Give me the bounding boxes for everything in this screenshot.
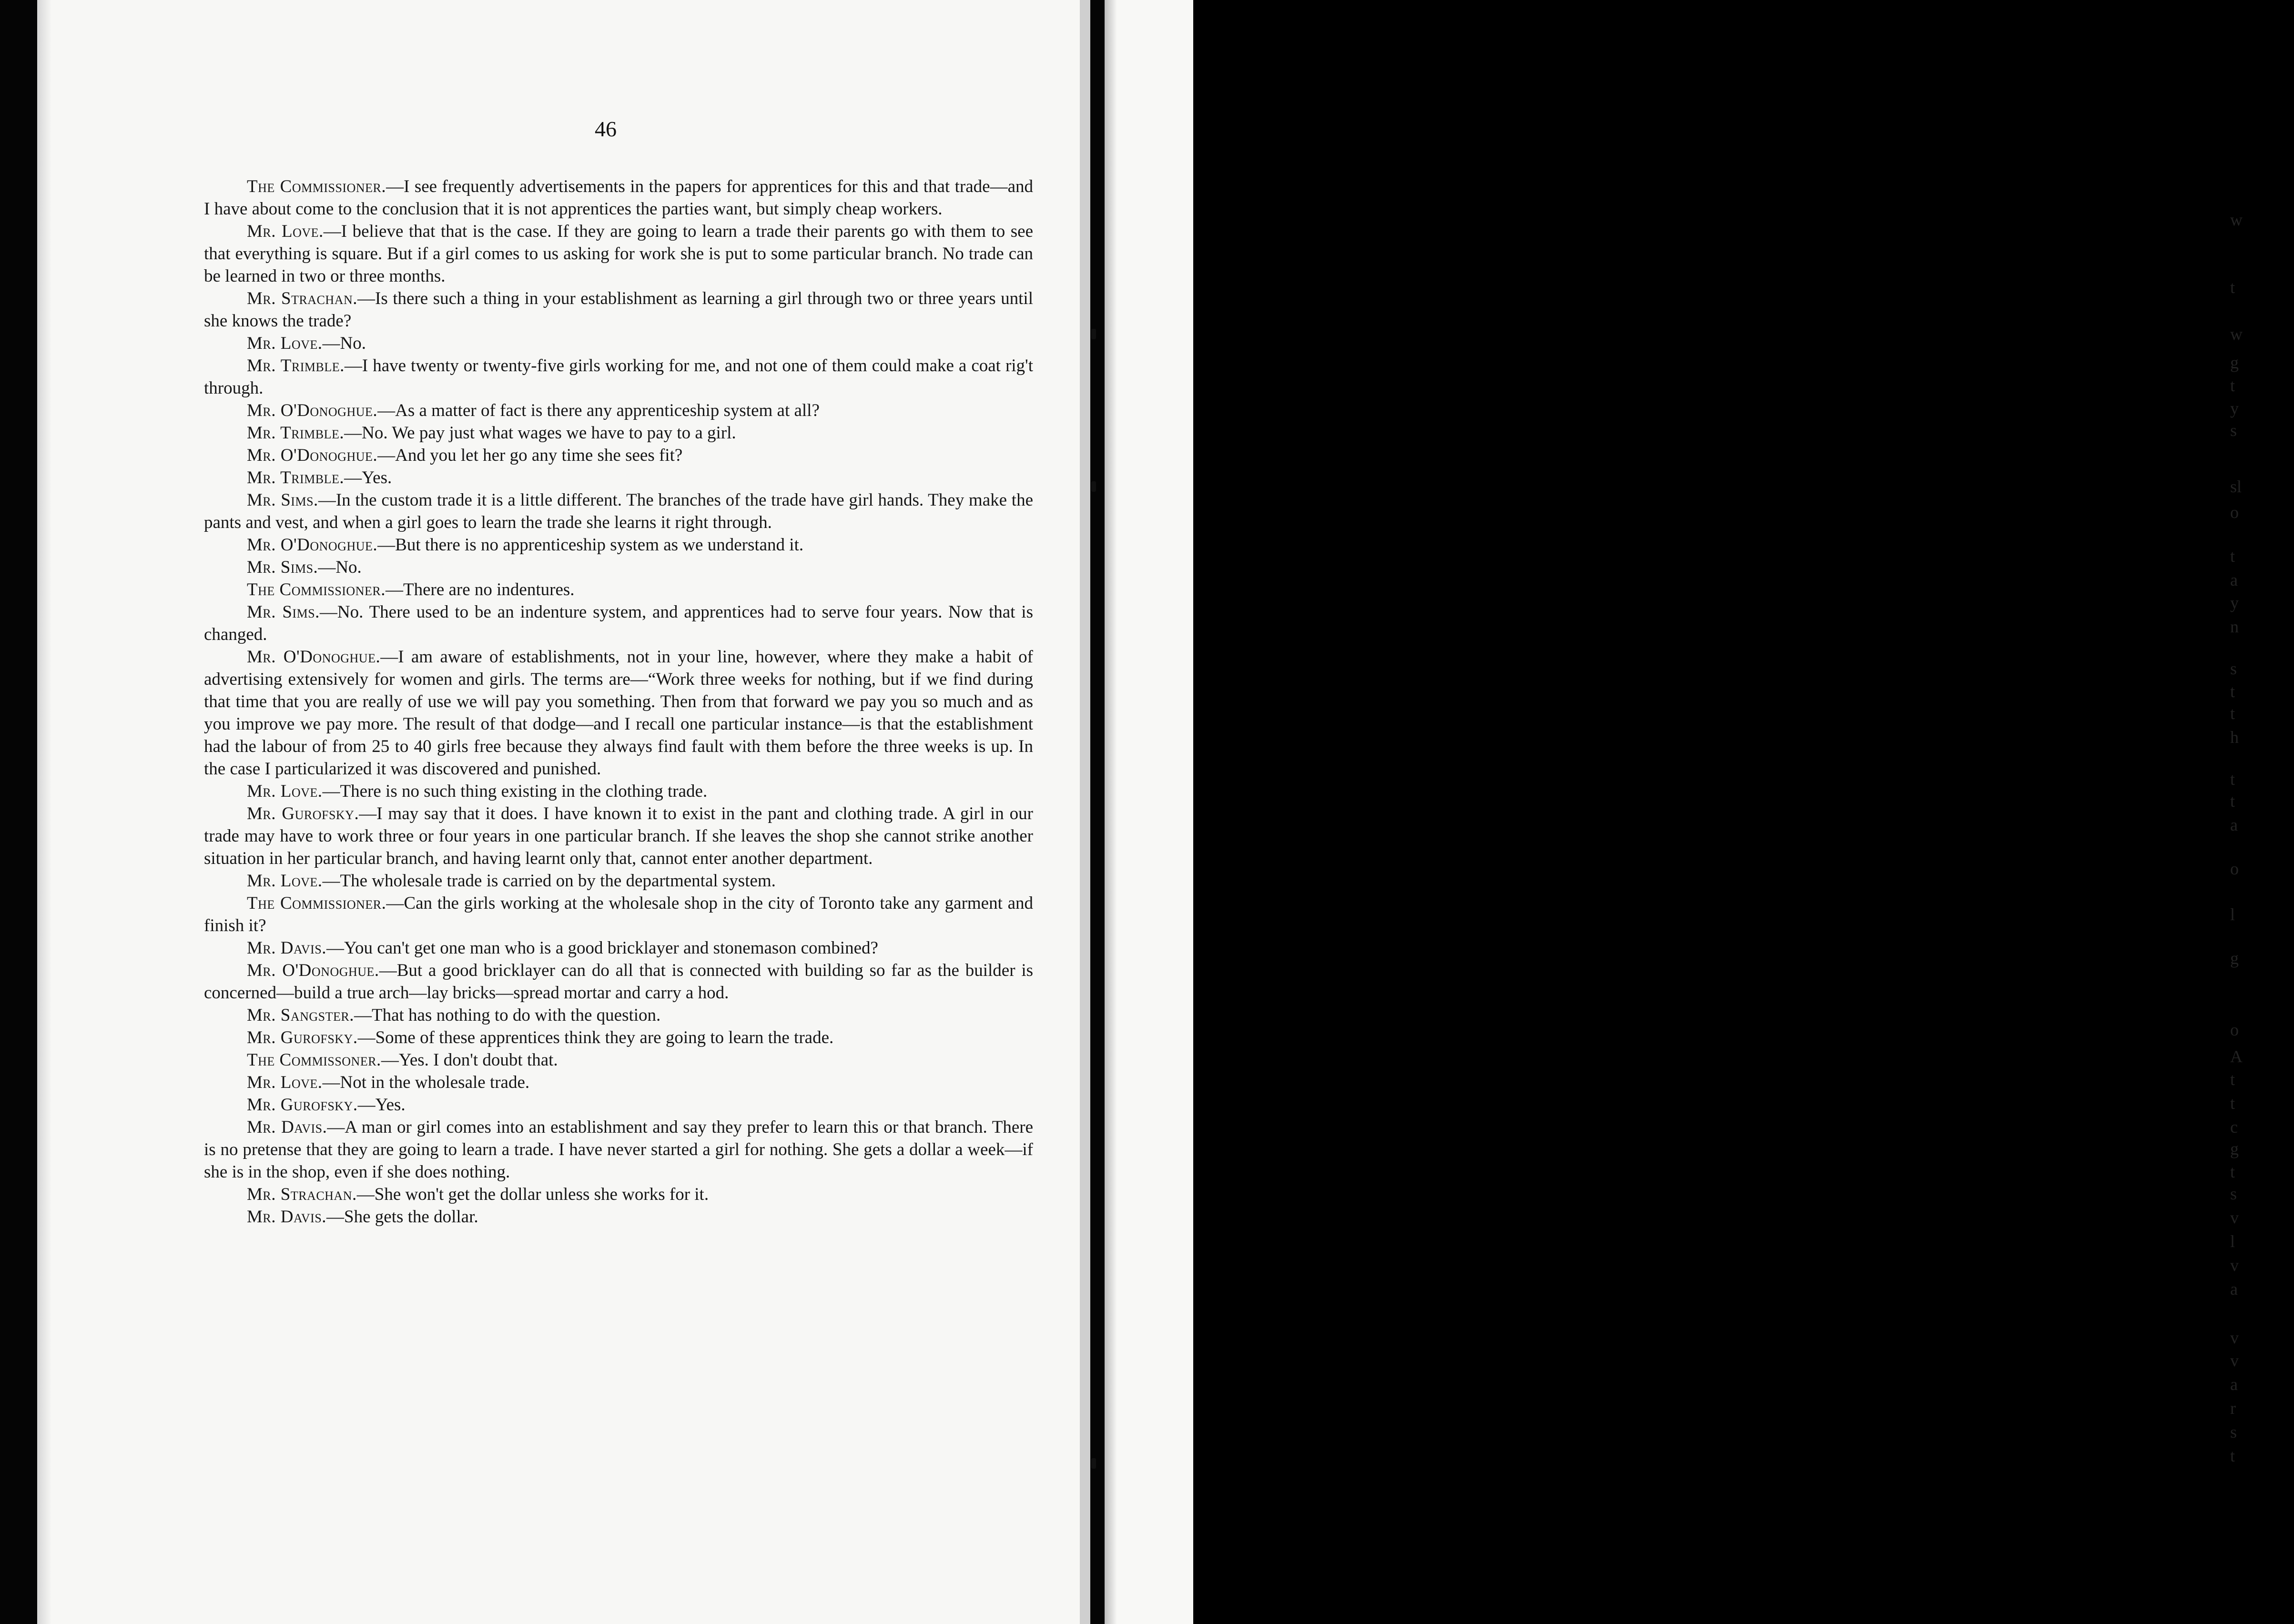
testimony-paragraph xyxy=(204,534,1033,556)
speaker-name: Mr. O'Donoghue. xyxy=(247,647,381,667)
speaker-statement: —Is there such a thing in your establishment as learning a girl through two or three years until she knows the trade? xyxy=(204,289,1033,331)
speaker-name: The Commissioner. xyxy=(247,177,386,196)
testimony-paragraph xyxy=(204,1183,1033,1206)
adjacent-page-letter: w xyxy=(2230,210,2243,229)
speaker-statement: —But a good bricklayer can do all that is connected with building so far as the builder is concerned—build a true arch—lay bricks—spread mortar and carry a hod. xyxy=(204,961,1033,1003)
testimony-paragraph xyxy=(204,579,1033,601)
speaker-name: Mr. Sims. xyxy=(247,558,318,577)
adjacent-page-letter: t xyxy=(2230,376,2235,395)
testimony-paragraph xyxy=(204,287,1033,332)
binding-mark xyxy=(1091,481,1096,492)
speaker-statement: —I have twenty or twenty-five girls working for me, and not one of them could make a coat rig't through. xyxy=(204,356,1033,398)
speaker-statement: —Can the girls working at the wholesale shop in the city of Toronto take any garment and finish it? xyxy=(204,893,1033,935)
speaker-statement: —In the custom trade it is a little different. The branches of the trade have girl hands. They make the pants and vest, and when a girl goes to learn the trade she learns it right through. xyxy=(204,490,1034,532)
speaker-name: Mr. O'Donoghue. xyxy=(247,961,379,980)
testimony-paragraph xyxy=(204,1206,1033,1228)
adjacent-page-letter: a xyxy=(2230,815,2238,834)
adjacent-page-letter: y xyxy=(2230,399,2239,418)
adjacent-page-letter: o xyxy=(2230,503,2239,522)
adjacent-page-letter: v xyxy=(2230,1208,2239,1227)
adjacent-page-letter: t xyxy=(2230,547,2235,566)
speaker-name: Mr. Davis. xyxy=(247,1117,327,1137)
adjacent-page-letter: g xyxy=(2230,949,2239,968)
speaker-name: The Commissioner. xyxy=(247,580,386,599)
adjacent-page-letter: l xyxy=(2230,905,2235,924)
adjacent-page-letter: g xyxy=(2230,353,2239,372)
testimony-paragraph xyxy=(204,332,1033,355)
testimony-paragraph xyxy=(204,802,1033,870)
testimony-paragraph xyxy=(204,467,1033,489)
adjacent-page-letter: t xyxy=(2230,1162,2235,1181)
adjacent-page-letter: s xyxy=(2230,1422,2237,1441)
speaker-name: Mr. Gurofsky. xyxy=(247,1028,358,1047)
speaker-statement: —No. xyxy=(322,334,366,353)
adjacent-page-letter: o xyxy=(2230,859,2239,878)
speaker-name: Mr. Davis. xyxy=(247,1207,327,1227)
adjacent-page-letter: h xyxy=(2230,728,2239,747)
speaker-name: Mr. Love. xyxy=(247,782,323,801)
speaker-statement: —I may say that it does. I have known it to exist in the pant and clothing trade. A girl in our trade may have to work three or four years in one particular branch. If she leaves the shop she cannot strike another situation in her particular branch, and having learnt only that, cannot enter another department. xyxy=(204,804,1034,868)
speaker-statement: —Some of these apprentices think they are going to learn the trade. xyxy=(357,1028,834,1047)
speaker-name: Mr. Sims. xyxy=(247,602,320,622)
speaker-statement: —And you let her go any time she sees fit? xyxy=(377,446,683,465)
adjacent-page-letter: s xyxy=(2230,659,2237,678)
adjacent-page-letter: a xyxy=(2230,570,2238,589)
testimony-paragraph xyxy=(204,1026,1033,1049)
speaker-statement: —No. We pay just what wages we have to pay to a girl. xyxy=(344,423,736,443)
speaker-statement: —You can't get one man who is a good bricklayer and stonemason combined? xyxy=(326,938,878,958)
speaker-statement: —The wholesale trade is carried on by the departmental system. xyxy=(322,871,776,891)
testimony-paragraph xyxy=(204,556,1033,579)
speaker-name: Mr. O'Donoghue. xyxy=(247,446,378,465)
speaker-name: Mr. Love. xyxy=(247,222,324,241)
adjacent-page-letter: t xyxy=(2230,792,2235,811)
speaker-statement: —I believe that that is the case. If they are going to learn a trade their parents go with them to see that everything is square. But if a girl comes to us asking for work she is put to some particular branch. No trade can be learned in two or three months. xyxy=(204,222,1033,286)
speaker-statement: —But there is no apprenticeship system as we understand it. xyxy=(377,535,804,555)
speaker-statement: —There is no such thing existing in the clothing trade. xyxy=(322,782,708,801)
speaker-name: The Commissioner. xyxy=(247,893,386,913)
testimony-paragraph xyxy=(204,1049,1033,1071)
testimony-paragraph xyxy=(204,646,1033,780)
testimony-paragraph xyxy=(204,220,1033,287)
page-number: 46 xyxy=(595,117,617,141)
testimony-paragraph xyxy=(204,444,1033,467)
testimony-paragraph xyxy=(204,1071,1033,1094)
speaker-statement: —Not in the wholesale trade. xyxy=(322,1073,530,1092)
speaker-name: Mr. Trimble. xyxy=(247,468,345,487)
adjacent-page-letter: v xyxy=(2230,1351,2239,1370)
speaker-name: Mr. Love. xyxy=(247,334,323,353)
testimony-paragraph xyxy=(204,422,1033,444)
speaker-statement: —No. xyxy=(318,558,362,577)
testimony-paragraph xyxy=(204,1094,1033,1116)
speaker-statement: —Yes. I don't doubt that. xyxy=(381,1050,558,1070)
testimony-text xyxy=(204,175,1033,1228)
speaker-name: Mr. Gurofsky. xyxy=(247,804,359,823)
speaker-name: The Commissoner. xyxy=(247,1050,381,1070)
speaker-statement: —A man or girl comes into an establishment and say they prefer to learn this or that branch. There is no pretense that they are going to learn a trade. I have never started a girl for nothing. She gets a dollar a week—if she is in the shop, even if she does nothing. xyxy=(204,1117,1034,1182)
testimony-paragraph xyxy=(204,1004,1033,1026)
adjacent-page-letter: c xyxy=(2230,1117,2238,1137)
adjacent-page-letter: A xyxy=(2230,1047,2243,1066)
speaker-statement: —I am aware of establishments, not in your line, however, where they make a habit of advertising extensively for women and girls. The terms are—“Work three weeks for nothing, but if we find during that time that you are really of use we will pay you something. Then from that forward we pay you so much and as you improve we pay more. The result of that dodge—and I recall one particular instance—is that the establishment had the labour of from 25 to 40 girls free because they always find fault with them before the three weeks is up. In the case I particularized it was discovered and punished. xyxy=(204,647,1033,779)
speaker-name: Mr. Sangster. xyxy=(247,1005,354,1025)
adjacent-page-letter: t xyxy=(2230,704,2235,723)
adjacent-page-fragments xyxy=(2227,0,2294,1624)
testimony-paragraph xyxy=(204,892,1033,937)
speaker-name: Mr. Love. xyxy=(247,1073,323,1092)
adjacent-page-letter: t xyxy=(2230,1070,2235,1089)
testimony-paragraph xyxy=(204,489,1033,534)
binding-mark xyxy=(1091,329,1096,339)
speaker-statement: —No. There used to be an indenture system, and apprentices had to serve four years. Now that is changed. xyxy=(204,602,1033,644)
testimony-paragraph xyxy=(204,175,1033,220)
speaker-name: Mr. Sims. xyxy=(247,490,318,510)
testimony-paragraph xyxy=(204,399,1033,422)
adjacent-page-edge xyxy=(1105,0,2243,1624)
speaker-name: Mr. Trimble. xyxy=(247,423,345,443)
adjacent-page-letter: a xyxy=(2230,1375,2238,1394)
speaker-name: Mr. Love. xyxy=(247,871,323,891)
adjacent-page-letter: v xyxy=(2230,1256,2239,1275)
testimony-paragraph xyxy=(204,1116,1033,1183)
adjacent-page-letter: t xyxy=(2230,682,2235,701)
testimony-paragraph xyxy=(204,355,1033,399)
speaker-name: Mr. Gurofsky. xyxy=(247,1095,358,1115)
speaker-statement: —There are no indentures. xyxy=(385,580,575,599)
testimony-paragraph xyxy=(204,780,1033,802)
binding-mark xyxy=(1091,1458,1096,1469)
adjacent-page-letter: sl xyxy=(2230,477,2242,496)
adjacent-page-letter: t xyxy=(2230,278,2235,297)
adjacent-page-letter: y xyxy=(2230,593,2239,612)
adjacent-page-letter: s xyxy=(2230,421,2237,440)
speaker-statement: —She gets the dollar. xyxy=(326,1207,478,1227)
left-page xyxy=(37,0,1090,1624)
speaker-statement: —She won't get the dollar unless she works for it. xyxy=(356,1185,709,1204)
speaker-name: Mr. Strachan. xyxy=(247,1185,357,1204)
speaker-name: Mr. O'Donoghue. xyxy=(247,535,378,555)
speaker-name: Mr. Strachan. xyxy=(247,289,358,308)
speaker-name: Mr. Trimble. xyxy=(247,356,345,376)
adjacent-page-letter: t xyxy=(2230,1446,2235,1465)
testimony-paragraph xyxy=(204,870,1033,892)
speaker-name: Mr. Davis. xyxy=(247,938,327,958)
adjacent-page-letter: t xyxy=(2230,1094,2235,1113)
speaker-statement: —I see frequently advertisements in the papers for apprentices for this and that trade—and I have about come to the conclusion that it is not apprentices the parties want, but simply cheap workers. xyxy=(204,177,1033,219)
adjacent-page-letter: w xyxy=(2230,325,2243,344)
adjacent-page-letter: n xyxy=(2230,617,2239,636)
speaker-statement: —Yes. xyxy=(357,1095,406,1115)
adjacent-page-letter: t xyxy=(2230,770,2235,789)
speaker-statement: —Yes. xyxy=(344,468,392,487)
adjacent-page-letter: r xyxy=(2230,1399,2236,1418)
adjacent-page-letter: v xyxy=(2230,1328,2239,1347)
testimony-paragraph xyxy=(204,937,1033,959)
adjacent-page-letter: a xyxy=(2230,1279,2238,1299)
testimony-paragraph xyxy=(204,601,1033,646)
speaker-statement: —That has nothing to do with the question. xyxy=(354,1005,661,1025)
testimony-paragraph xyxy=(204,959,1033,1004)
adjacent-page-letter: s xyxy=(2230,1184,2237,1203)
adjacent-page-letter: g xyxy=(2230,1139,2239,1158)
speaker-name: Mr. O'Donoghue. xyxy=(247,401,378,420)
adjacent-page-letter: o xyxy=(2230,1020,2239,1039)
adjacent-page-letter: l xyxy=(2230,1232,2235,1251)
speaker-statement: —As a matter of fact is there any apprenticeship system at all? xyxy=(377,401,820,420)
